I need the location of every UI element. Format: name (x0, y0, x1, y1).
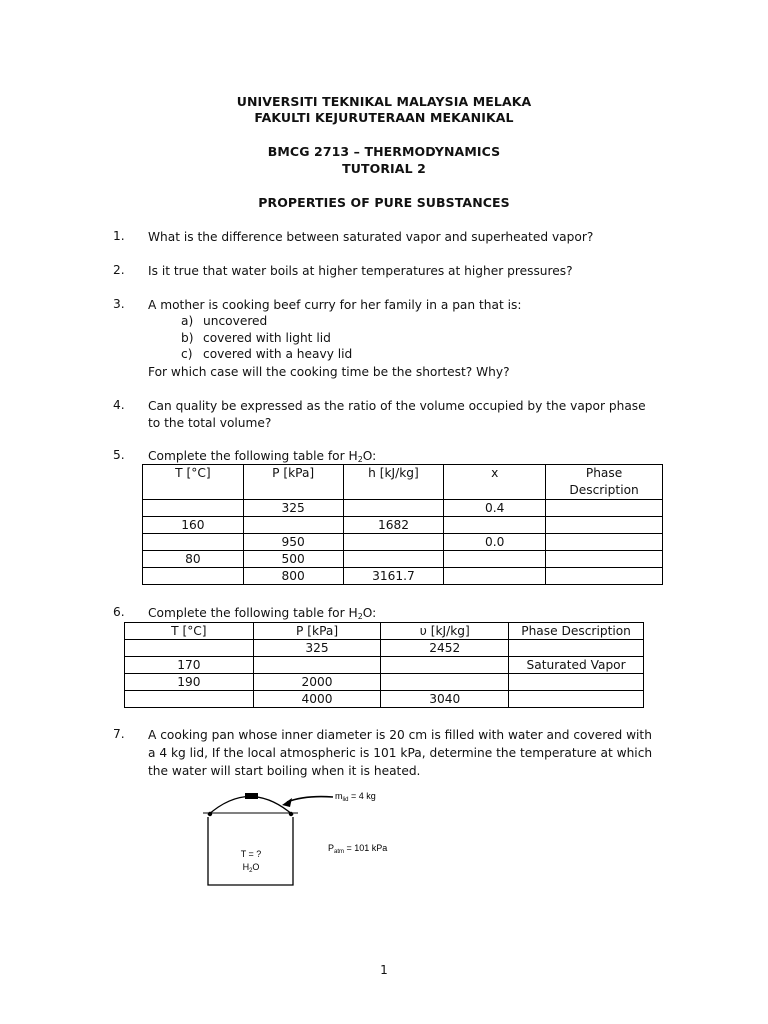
table1-header-pressure: P [kPa] (243, 465, 343, 500)
table-cell[interactable] (546, 517, 663, 534)
table-cell[interactable] (143, 534, 244, 551)
table-cell[interactable] (546, 551, 663, 568)
table-cell[interactable]: 325 (253, 640, 381, 657)
cooking-pan-diagram (0, 780, 768, 900)
q3-option-c-label: c) (181, 347, 193, 361)
h2o-table-enthalpy (142, 464, 663, 585)
q3-option-a-label: a) (181, 314, 194, 328)
table-cell[interactable] (343, 500, 444, 517)
table-cell[interactable] (243, 517, 343, 534)
table-cell[interactable]: 4000 (253, 691, 381, 708)
table1-header-quality: x (444, 465, 546, 500)
table-cell[interactable]: 170 (125, 657, 254, 674)
q4-line1: Can quality be expressed as the ratio of the volume occupied by the vapor phase (148, 399, 646, 413)
table-cell[interactable] (546, 568, 663, 585)
course-title: BMCG 2713 – THERMODYNAMICS (267, 144, 501, 159)
table-cell[interactable] (125, 691, 254, 708)
table-cell[interactable] (444, 568, 546, 585)
mass-label: $m_{lid} = 4$ kg (335, 791, 376, 803)
table2-header-phase: Phase Description (509, 623, 644, 640)
table-row (143, 568, 663, 585)
q5-text: Complete the following table for $H_2O$: (148, 449, 377, 464)
q7-number: 7. (113, 727, 125, 741)
table-cell[interactable]: 160 (143, 517, 244, 534)
faculty-name: FAKULTI KEJURUTERAAN MEKANIKAL (254, 110, 514, 125)
q1-number: 1. (113, 229, 125, 243)
table-cell[interactable]: 2452 (381, 640, 509, 657)
table2-header-pressure: P [kPa] (253, 623, 381, 640)
topic-title: PROPERTIES OF PURE SUBSTANCES (258, 195, 510, 210)
h2o-table-volume (124, 622, 644, 708)
q7-line3: the water will start boiling when it is heated. (148, 764, 421, 778)
temperature-label: T = ? (240, 849, 262, 859)
q1-text: What is the difference between saturated vapor and superheated vapor? (148, 230, 594, 244)
table-cell[interactable] (509, 691, 644, 708)
table-cell[interactable] (546, 500, 663, 517)
table1-header-enthalpy: h [kJ/kg] (343, 465, 444, 500)
table-row (125, 691, 644, 708)
q3-option-b-text: covered with light lid (203, 331, 331, 345)
table-cell[interactable]: 190 (125, 674, 254, 691)
table-cell[interactable]: 0.0 (444, 534, 546, 551)
table-cell[interactable]: 2000 (253, 674, 381, 691)
table-cell[interactable]: 3040 (381, 691, 509, 708)
table-cell[interactable]: 950 (243, 534, 343, 551)
table-cell[interactable]: 3161.7 (343, 568, 444, 585)
q3-option-a-text: uncovered (203, 314, 268, 328)
lid-knob (245, 793, 258, 799)
page-number: 1 (380, 963, 388, 977)
table-row (143, 551, 663, 568)
q4-number: 4. (113, 398, 125, 412)
lid-arc (208, 797, 293, 816)
table-cell[interactable] (343, 534, 444, 551)
table-cell[interactable] (381, 674, 509, 691)
mass-arrow (287, 797, 333, 802)
mass-arrow-head (282, 798, 292, 807)
q2-number: 2. (113, 263, 125, 277)
table-row (125, 640, 644, 657)
q5-number: 5. (113, 448, 125, 462)
table-row (125, 657, 644, 674)
table-cell[interactable]: 500 (243, 551, 343, 568)
table-cell[interactable] (509, 674, 644, 691)
table-cell[interactable]: 325 (243, 500, 343, 517)
table-row (143, 517, 663, 534)
lid-pivot-left (208, 812, 212, 816)
table-cell[interactable]: 0.4 (444, 500, 546, 517)
table-cell[interactable]: Saturated Vapor (509, 657, 644, 674)
table-row (143, 500, 663, 517)
pressure-label: $P_{atm} = 101$ kPa (328, 843, 388, 855)
table2-header-volume: υ [kJ/kg] (381, 623, 509, 640)
table-cell[interactable] (143, 500, 244, 517)
q3-number: 3. (113, 297, 125, 311)
q6-text: Complete the following table for $H_2O$: (148, 606, 377, 621)
table-cell[interactable]: 800 (243, 568, 343, 585)
q4-line2: to the total volume? (148, 416, 272, 430)
q2-text: Is it true that water boils at higher temperatures at higher pressures? (148, 264, 573, 278)
q6-number: 6. (113, 605, 125, 619)
q7-line2: a 4 kg lid, If the local atmospheric is 101 kPa, determine the temperature at which (148, 746, 653, 760)
table-cell[interactable] (343, 551, 444, 568)
fluid-label: $H_2O$ (242, 862, 260, 874)
table-cell[interactable] (143, 568, 244, 585)
table2-header-temp: T [°C] (125, 623, 254, 640)
table-row (125, 674, 644, 691)
q3-option-c-text: covered with a heavy lid (203, 347, 353, 361)
q7-line1: A cooking pan whose inner diameter is 20 cm is filled with water and covered with (148, 728, 652, 742)
q3-text: A mother is cooking beef curry for her family in a pan that is: (148, 298, 522, 312)
table-cell[interactable]: 80 (143, 551, 244, 568)
lid-pivot-right (289, 812, 293, 816)
table-cell[interactable] (509, 640, 644, 657)
table1-header-phase: Phase Description (546, 465, 663, 500)
tutorial-title: TUTORIAL 2 (342, 161, 426, 176)
table-cell[interactable] (546, 534, 663, 551)
q3-option-b-label: b) (181, 331, 194, 345)
table-cell[interactable] (444, 517, 546, 534)
table-cell[interactable] (381, 657, 509, 674)
table-cell[interactable] (125, 640, 254, 657)
university-name: UNIVERSITI TEKNIKAL MALAYSIA MELAKA (236, 94, 532, 109)
table-row (143, 534, 663, 551)
table-cell[interactable] (444, 551, 546, 568)
q3-followup: For which case will the cooking time be the shortest? Why? (148, 365, 510, 379)
table-cell[interactable] (253, 657, 381, 674)
table-cell[interactable]: 1682 (343, 517, 444, 534)
table1-header-temp: T [°C] (143, 465, 244, 500)
